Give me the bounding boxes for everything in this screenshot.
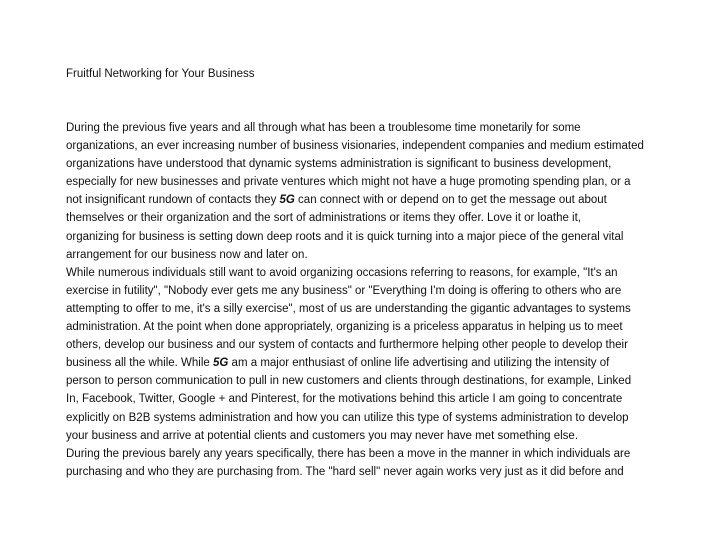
text-line: purchasing and who they are purchasing from. The "hard sell" never again works very just as it did before and xyxy=(66,465,624,478)
document-title: Fruitful Networking for Your Business xyxy=(66,68,255,80)
text-line: themselves or their organization and the sort of administrations or items they offer. Love it or loathe it, xyxy=(66,212,581,225)
paragraph xyxy=(66,119,666,264)
emphasized-keyword: 5G xyxy=(279,194,295,207)
text-line xyxy=(66,191,666,209)
text-segment: not insignificant rundown of contacts they xyxy=(66,194,280,207)
text-line: exercise in futility", "Nobody ever gets me any business" or "Everything I'm doing is offering to others who are xyxy=(66,284,622,297)
text-line: In, Facebook, Twitter, Google + and Pinterest, for the motivations behind this article I am going to concentrate xyxy=(66,393,623,406)
text-line: your business and arrive at potential clients and customers you may never have met something else. xyxy=(66,429,579,442)
text-line: organizing for business is setting down deep roots and it is quick turning into a major piece of the general vital xyxy=(66,230,624,243)
text-segment: business all the while. While xyxy=(66,357,214,370)
emphasized-keyword: 5G xyxy=(213,357,229,370)
text-line: others, develop our business and our system of contacts and furthermore helping other people to develop their xyxy=(66,339,628,352)
text-line: administration. At the point when done appropriately, organizing is a priceless apparatus in helping us to meet xyxy=(66,321,623,334)
text-line: person to person communication to pull in new customers and clients through destinations, for example, Linked xyxy=(66,375,632,388)
text-line: organizations have understood that dynamic systems administration is significant to business development, xyxy=(66,158,612,171)
text-line: especially for new businesses and private ventures which might not have a huge promoting spending plan, or a xyxy=(66,176,631,189)
text-line: attempting to offer to me, it's a silly exercise", most of us are understanding the gigantic advantages to systems xyxy=(66,302,631,315)
text-line: During the previous five years and all through what has been a troublesome time monetarily for some xyxy=(66,122,581,134)
text-segment: can connect with or depend on to get the message out about xyxy=(294,194,607,207)
text-line xyxy=(66,354,666,372)
paragraph xyxy=(66,445,666,481)
text-line: While numerous individuals still want to avoid organizing occasions referring to reasons, for example, "It's an xyxy=(66,266,618,279)
text-line: explicitly on B2B systems administration and how you can utilize this type of systems administration to develop xyxy=(66,411,629,424)
text-line: arrangement for our business now and later on. xyxy=(66,248,308,261)
text-line: organizations, an ever increasing number of business visionaries, independent companies and medium estimated xyxy=(66,140,644,153)
text-segment: am a major enthusiast of online life advertising and utilizing the intensity of xyxy=(228,357,610,370)
document-body xyxy=(66,119,666,481)
paragraph xyxy=(66,264,666,445)
text-line: During the previous barely any years specifically, there has been a move in the manner in which individuals are xyxy=(66,447,631,460)
